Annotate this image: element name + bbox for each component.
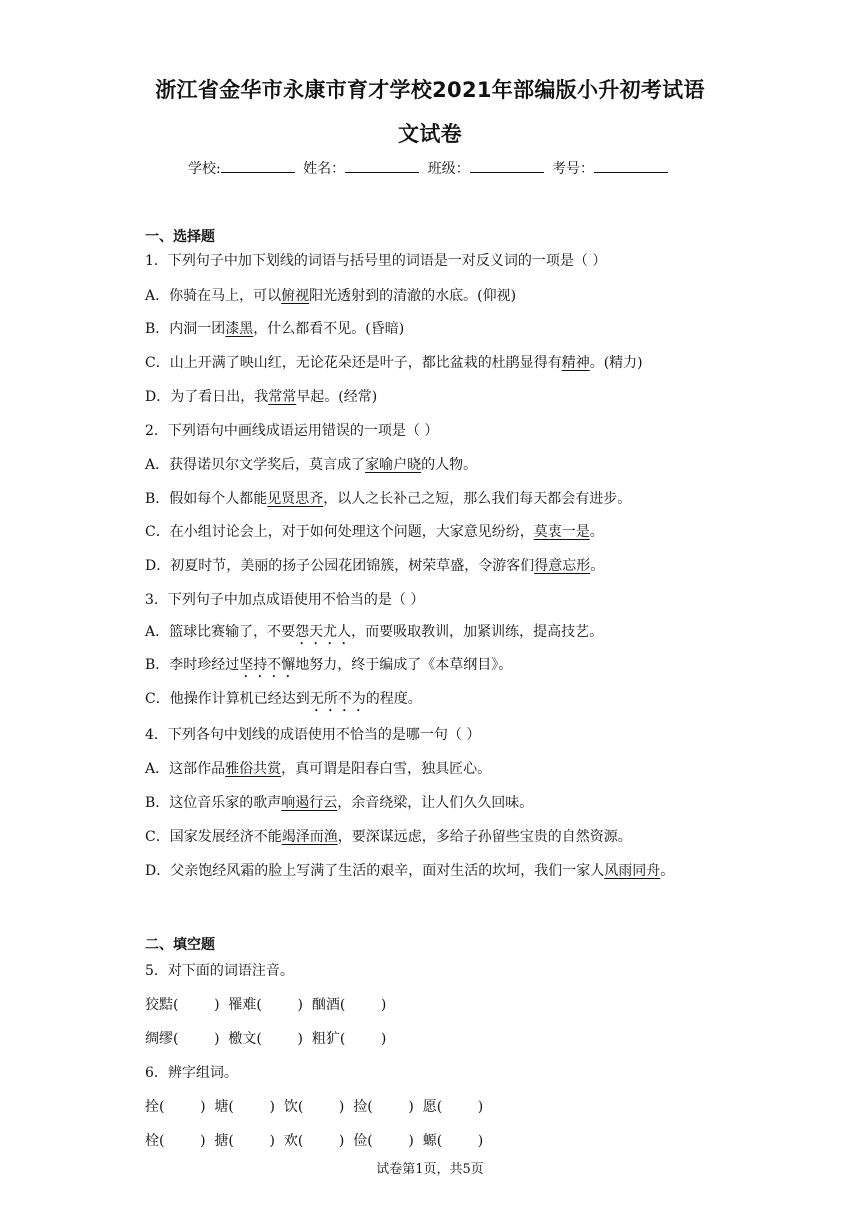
option-text: A．你骑在马上，可以 bbox=[145, 288, 282, 304]
option-text: ，余音绕梁，让人们久久回味。 bbox=[337, 795, 534, 811]
question-stem: 2．下列语句中画线成语运用错误的一项是（ ） bbox=[145, 423, 439, 439]
option-text: ，真可谓是阳春白雪，独具匠心。 bbox=[281, 761, 492, 777]
option-text: 。 bbox=[590, 558, 605, 574]
student-info-row bbox=[0, 158, 860, 178]
option-1a bbox=[145, 286, 516, 306]
section-heading-choice: 一、选择题 bbox=[145, 229, 215, 245]
option-1c bbox=[145, 353, 643, 373]
option-text: 。 bbox=[660, 863, 675, 879]
question-stem: 5．对下面的词语注音。 bbox=[145, 963, 294, 979]
option-3a bbox=[145, 622, 603, 648]
underlined-word: 常常 bbox=[268, 389, 297, 405]
class-label: 班级： bbox=[427, 161, 470, 177]
id-blank[interactable] bbox=[594, 158, 668, 173]
underlined-idiom: 莫衷一是 bbox=[533, 524, 590, 540]
option-text: D．父亲饱经风霜的脸上写满了生活的艰辛，面对生活的坎坷，我们一家人 bbox=[145, 863, 605, 879]
dotted-idiom: 怨天尤人 bbox=[295, 624, 352, 640]
dotted-idiom: 坚持不懈 bbox=[239, 657, 296, 673]
pinyin-row-1: 狡黠( ) 罹难( ) 酗酒( ) bbox=[145, 997, 387, 1013]
option-text: 的程度。 bbox=[365, 691, 422, 707]
option-text: ，而要吸取教训，加紧训练，提高技艺。 bbox=[351, 624, 604, 640]
option-3b bbox=[145, 655, 512, 681]
name-blank[interactable] bbox=[345, 158, 419, 173]
page-footer: 试卷第1页，共5页 bbox=[376, 1162, 484, 1177]
option-text: C．山上开满了映山红，无论花朵还是叶子，都比盆栽的杜鹃显得有 bbox=[145, 355, 562, 371]
option-1b bbox=[145, 319, 404, 339]
option-text: 的人物。 bbox=[421, 457, 478, 473]
option-text: 。 bbox=[589, 524, 604, 540]
underlined-idiom: 得意忘形 bbox=[534, 558, 591, 574]
underlined-word: 俯视 bbox=[281, 288, 310, 304]
option-text: D．为了看日出，我 bbox=[145, 389, 269, 405]
option-text: 。(精力) bbox=[589, 355, 643, 371]
option-4d bbox=[145, 861, 674, 881]
question-stem: 6．辨字组词。 bbox=[145, 1065, 238, 1081]
option-text: 地努力，终于编成了《本草纲目》。 bbox=[295, 657, 513, 673]
school-blank[interactable] bbox=[221, 158, 295, 173]
option-text: A．篮球比赛输了，不要 bbox=[145, 624, 296, 640]
option-text: A．获得诺贝尔文学奖后，莫言成了 bbox=[145, 457, 366, 473]
option-text: ，什么都看不见。(昏暗) bbox=[253, 321, 405, 337]
word-row-1: 拴( ) 塘( ) 饮( ) 捡( ) 愿( ) bbox=[145, 1099, 484, 1115]
option-4c bbox=[145, 827, 632, 847]
option-2b bbox=[145, 489, 631, 509]
id-label: 考号： bbox=[552, 161, 595, 177]
underlined-word: 精神 bbox=[561, 355, 590, 371]
school-label: 学校: bbox=[187, 161, 221, 177]
pinyin-row-2: 绸缪( ) 檄文( ) 粗犷( ) bbox=[145, 1031, 387, 1047]
option-2c bbox=[145, 522, 604, 542]
option-4a bbox=[145, 759, 491, 779]
exam-title-line1: 浙江省金华市永康市育才学校2021年部编版小升初考试语 bbox=[155, 78, 705, 102]
underlined-word: 漆黑 bbox=[225, 321, 254, 337]
question-stem: 1．下列句子中加下划线的词语与括号里的词语是一对反义词的一项是（ ） bbox=[145, 253, 607, 269]
underlined-idiom: 风雨同舟 bbox=[604, 863, 661, 879]
dotted-idiom: 无所不为 bbox=[309, 691, 366, 707]
option-1d bbox=[145, 387, 377, 407]
section-heading-fill: 二、填空题 bbox=[145, 937, 215, 953]
word-row-2: 栓( ) 搪( ) 欢( ) 俭( ) 螈( ) bbox=[145, 1133, 484, 1149]
option-2d bbox=[145, 556, 604, 576]
option-text: B．李时珍经过 bbox=[145, 657, 240, 673]
option-text: 阳光透射到的清澈的水底。(仰视) bbox=[309, 288, 517, 304]
option-4b bbox=[145, 793, 533, 813]
option-text: A．这部作品 bbox=[145, 761, 226, 777]
underlined-idiom: 响遏行云 bbox=[281, 795, 338, 811]
option-text: ，要深谋远虑，多给子孙留些宝贵的自然资源。 bbox=[337, 829, 632, 845]
option-text: 早起。(经常) bbox=[296, 389, 378, 405]
option-text: C．国家发展经济不能 bbox=[145, 829, 282, 845]
option-text: D．初夏时节，美丽的扬子公园花团锦簇，树荣草盛，令游客们 bbox=[145, 558, 535, 574]
underlined-idiom: 见贤思齐 bbox=[267, 491, 324, 507]
underlined-idiom: 雅俗共赏 bbox=[225, 761, 282, 777]
question-stem: 4．下列各句中划线的成语使用不恰当的是哪一句（ ） bbox=[145, 727, 481, 743]
option-text: ，以人之长补己之短，那么我们每天都会有进步。 bbox=[323, 491, 632, 507]
option-text: B．假如每个人都能 bbox=[145, 491, 268, 507]
option-2a bbox=[145, 455, 477, 475]
question-stem: 3．下列句子中加点成语使用不恰当的是（ ） bbox=[145, 592, 425, 608]
underlined-idiom: 家喻户晓 bbox=[365, 457, 422, 473]
name-label: 姓名： bbox=[303, 161, 346, 177]
class-blank[interactable] bbox=[470, 158, 544, 173]
underlined-idiom: 竭泽而渔 bbox=[281, 829, 338, 845]
option-3c bbox=[145, 689, 422, 715]
option-text: C．在小组讨论会上，对于如何处理这个问题，大家意见纷纷， bbox=[145, 524, 534, 540]
option-text: B．内洞一团 bbox=[145, 321, 226, 337]
option-text: B．这位音乐家的歌声 bbox=[145, 795, 282, 811]
option-text: C．他操作计算机已经达到 bbox=[145, 691, 310, 707]
exam-title-line2: 文试卷 bbox=[398, 122, 462, 146]
